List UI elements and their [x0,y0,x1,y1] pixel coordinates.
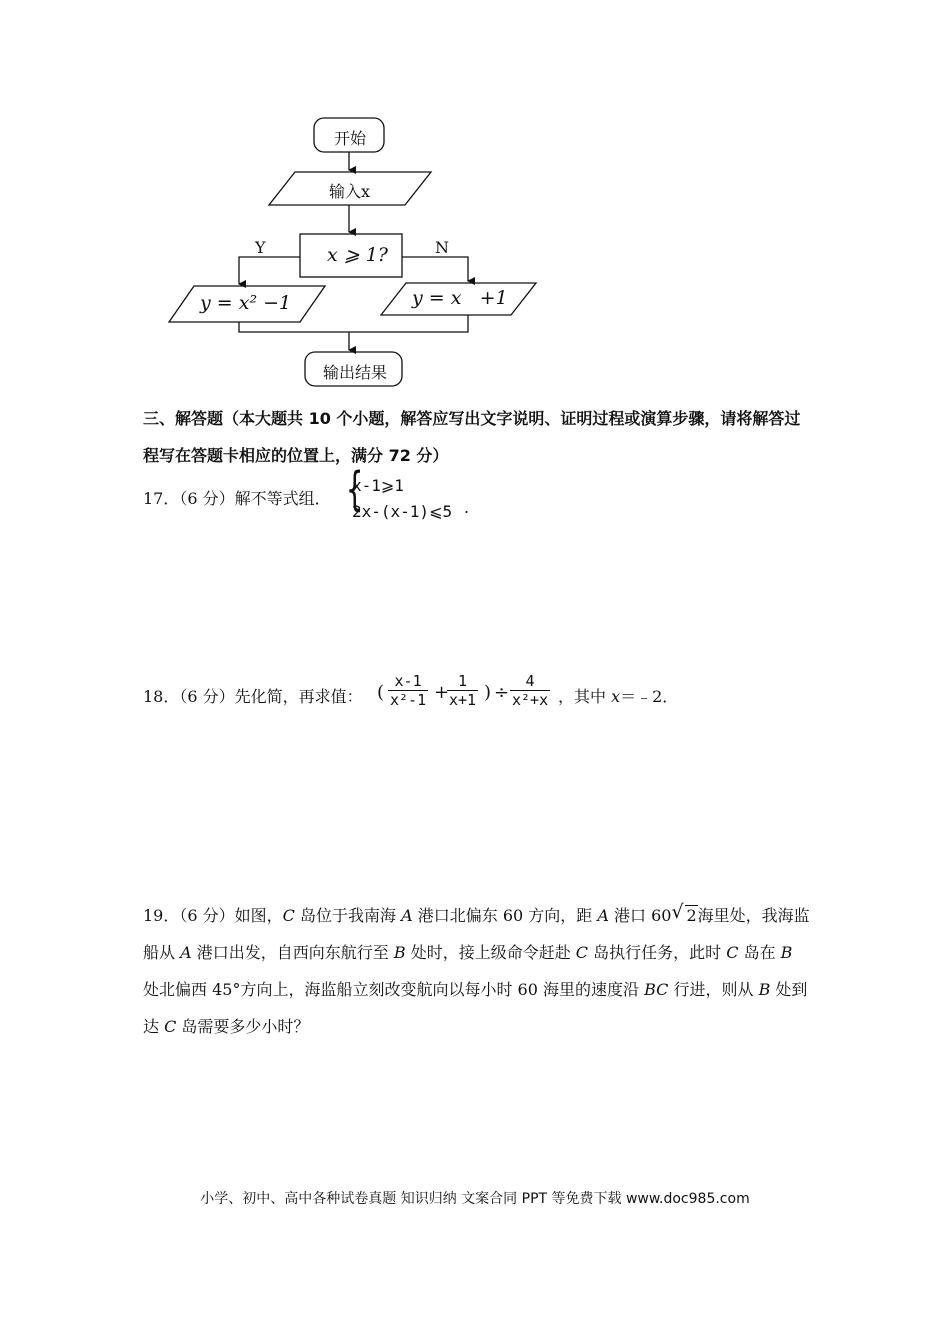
q18-prefix: 18．（6 分）先化简，再求值： [143,687,363,706]
q19-var-a: A [597,906,609,925]
question-18 [143,684,363,707]
q17-line-1: x-1⩾1 [352,476,404,495]
q19-var-c: C [726,943,739,962]
q18-fraction-1 [388,672,428,709]
q19-part: 岛在 [738,943,781,962]
q19-part: 港口北偏东 60 方向，距 [412,906,598,925]
q19-part: 岛执行任务，此时 [588,943,727,962]
start-label: 开始 [334,129,367,148]
q18-suffix-a: ，其中 [558,687,612,706]
q19-var-b: B [393,943,406,962]
q19-var-c: C [575,943,589,962]
q19-part: 19．（6 分）如图， [143,906,283,925]
q19-part: 岛需要多少小时？ [176,1017,310,1036]
q18-divide: ÷ [494,682,510,703]
output-label: 输出结果 [323,363,388,382]
q17-end: . [464,498,470,517]
q17-text: 17．（6 分）解不等式组． [143,489,331,508]
q18-plus: + [434,682,450,703]
q19-var-b: B [758,980,771,999]
input-label: 输入x [329,182,371,201]
no-label: N [435,238,449,257]
q18-frac1-num: x-1 [388,672,428,691]
q18-fraction-3 [510,672,550,709]
section-title: 三、解答题（本大题共 10 个小题，解答应写出文字说明、证明过程或演算步骤，请将解答过程写在答题卡相应的位置上，满分 72 分） [143,409,801,465]
q18-frac3-num: 4 [510,672,550,691]
q18-frac3-den: x²+x [512,691,549,709]
q19-var-a: A [401,906,413,925]
q18-frac1-den: x²-1 [390,691,427,709]
q18-var: x [611,687,621,706]
q19-part: 岛位于我南海 [294,906,402,925]
q19-part: 处北偏西 45°方向上，海监船立刻改变航向以每小时 60 海里的速度沿 [143,980,645,999]
q19-var-bc: BC [644,980,669,999]
q18-open-paren: ( [377,682,385,703]
q18-frac2-num: 1 [447,672,478,691]
q19-part: 港口出发，自西向东航行至 [191,943,394,962]
q19-var-a: A [180,943,192,962]
q19-var-b: B [780,943,793,962]
yes-label: Y [255,238,266,257]
question-17 [143,486,331,509]
q19-var-c: C [164,1017,177,1036]
brace-icon: { [345,462,364,516]
flowchart [164,114,538,390]
q17-line-2: 2x-(x-1)⩽5 [352,502,453,521]
q19-part: 港口 60 [608,906,672,925]
q19-var-c: C [282,906,295,925]
q19-part: 海里处，我海监船从 [143,906,810,962]
q19-radicand: 2 [686,906,697,925]
q19-part: 处到达 [143,980,808,1036]
q18-frac2-den: x+1 [449,691,477,709]
q18-suffix [558,684,678,707]
no-formula: y = x +1 [412,287,508,309]
decision-label: x ⩾ 1? [327,244,388,266]
sqrt-sign [673,897,697,934]
yes-formula: y = x² −1 [200,292,292,314]
q18-close-paren: ) [484,682,492,703]
q18-fraction-2 [447,672,478,709]
q19-part: 处时，接上级命令赶赴 [405,943,576,962]
q18-suffix-b: ＝﹣2． [620,687,679,706]
question-19 [143,897,811,1045]
page-footer: 小学、初中、高中各种试卷真题 知识归纳 文案合同 PPT 等免费下载 www.doc985.com [200,1191,750,1207]
q19-part: 行进，则从 [668,980,759,999]
